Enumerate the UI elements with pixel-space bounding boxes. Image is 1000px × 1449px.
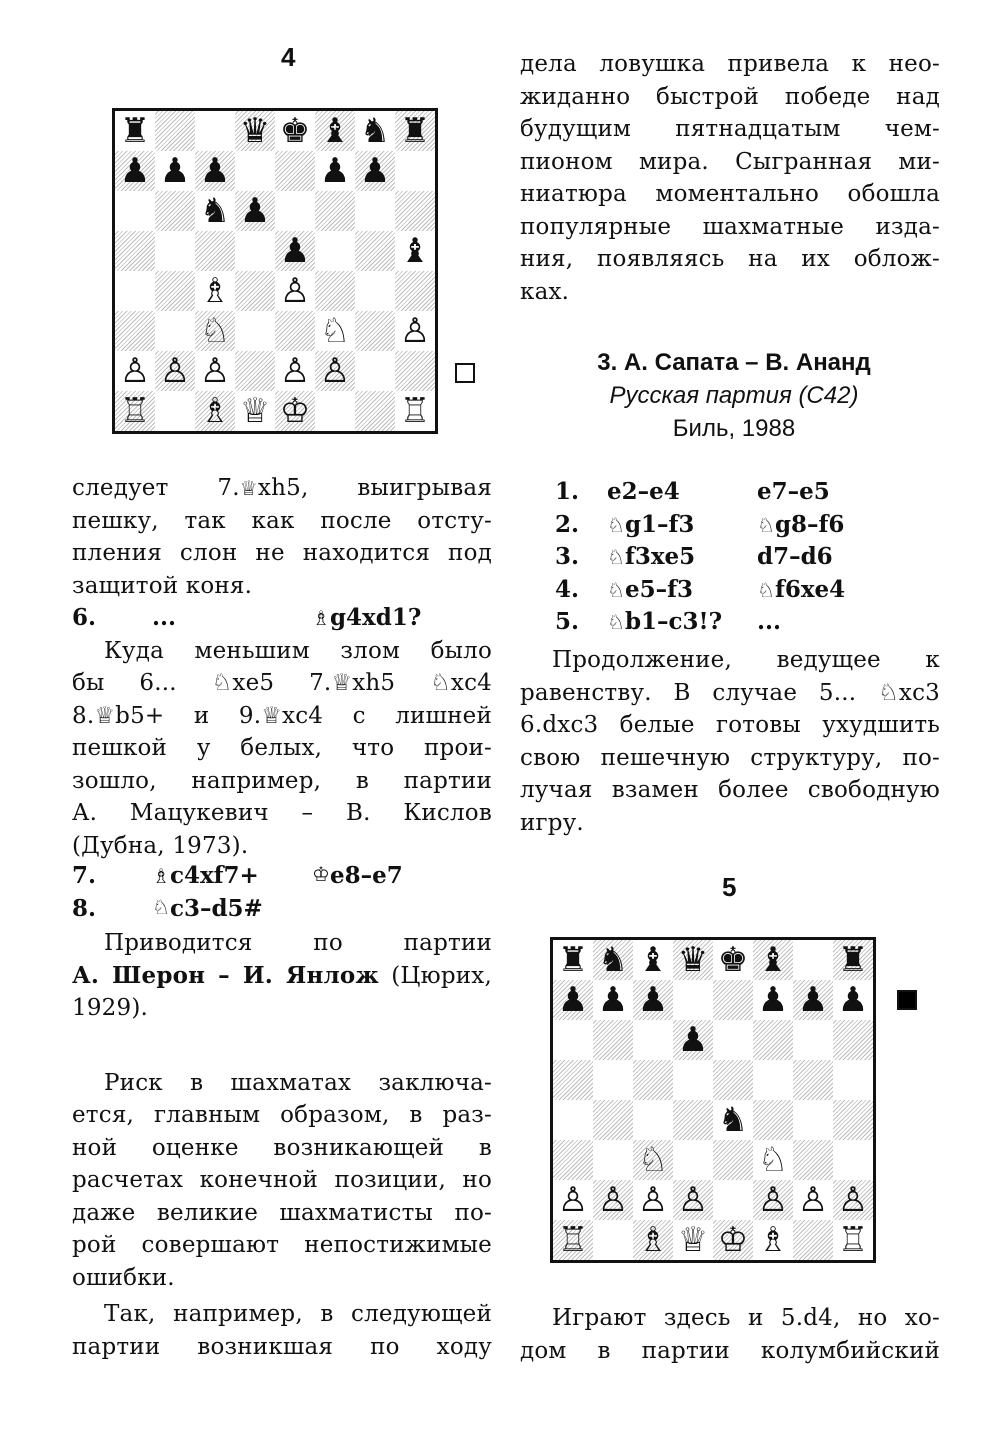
chess-piece-icon: ♙	[677, 1180, 709, 1220]
paragraph-after-diagram-4: следует 7.♕xh5, выигрывая	[72, 475, 492, 501]
square-c1	[195, 391, 235, 431]
chess-piece-icon: ♔	[717, 1220, 749, 1260]
square-d4	[235, 271, 275, 311]
square-g1	[793, 1220, 833, 1260]
chess-piece-icon: ♗	[199, 271, 231, 311]
chess-piece-icon: ♝	[637, 940, 669, 980]
square-e2	[275, 351, 315, 391]
square-a7	[553, 980, 593, 1020]
right-column-commentary: Продолжение, ведущее к равенству. В случае 5... ♘xc3 6.dxc3 белые готовы ухудшить свою пешечную структуру, по- лучая взамен более свободную игру.	[520, 647, 940, 836]
chess-piece-icon: ♖	[399, 391, 431, 431]
square-c7	[195, 151, 235, 191]
square-g7	[793, 980, 833, 1020]
chess-piece-icon: ♟	[359, 151, 391, 191]
chess-piece-icon: ♙	[399, 311, 431, 351]
chess-piece-icon: ♕	[239, 391, 271, 431]
square-h4	[395, 271, 435, 311]
chess-piece-icon: ♟	[797, 980, 829, 1020]
chess-piece-icon: ♟	[279, 231, 311, 271]
chess-piece-icon: ♟	[239, 191, 271, 231]
square-c6	[633, 1020, 673, 1060]
square-c7	[633, 980, 673, 1020]
diagram-4-number: 4	[281, 42, 296, 72]
square-e3	[713, 1140, 753, 1180]
square-h2	[833, 1180, 873, 1220]
square-b4	[593, 1100, 633, 1140]
square-f2	[315, 351, 355, 391]
square-a1	[553, 1220, 593, 1260]
square-b1	[593, 1220, 633, 1260]
chess-piece-icon: ♙	[119, 351, 151, 391]
square-g7	[355, 151, 395, 191]
square-f6	[315, 191, 355, 231]
square-b8	[155, 111, 195, 151]
chess-piece-icon: ♚	[279, 111, 311, 151]
square-h7	[395, 151, 435, 191]
move-8: 8. ♘ c3–d5#	[72, 894, 263, 922]
square-b8	[593, 940, 633, 980]
move-list	[555, 476, 845, 639]
square-b1	[155, 391, 195, 431]
square-g6	[793, 1020, 833, 1060]
chess-piece-icon: ♗	[199, 391, 231, 431]
square-d1	[235, 391, 275, 431]
square-g4	[793, 1100, 833, 1140]
chess-piece-icon: ♜	[837, 940, 869, 980]
square-e2	[713, 1180, 753, 1220]
chess-piece-icon: ♜	[399, 111, 431, 151]
chess-piece-icon: ♞	[597, 940, 629, 980]
chess-piece-icon: ♟	[119, 151, 151, 191]
move-7: 7. ♗c4xf7+ ♔ e8–e7	[72, 862, 403, 889]
chess-piece-icon: ♙	[199, 351, 231, 391]
square-f1	[315, 391, 355, 431]
square-b6	[155, 191, 195, 231]
square-d5	[235, 231, 275, 271]
chess-piece-icon: ♝	[399, 231, 431, 271]
chess-piece-icon: ♗	[757, 1220, 789, 1260]
square-b2	[593, 1180, 633, 1220]
square-c4	[195, 271, 235, 311]
chess-piece-icon: ♟	[757, 980, 789, 1020]
square-b4	[155, 271, 195, 311]
square-f1	[753, 1220, 793, 1260]
square-c8	[633, 940, 673, 980]
chess-piece-icon: ♖	[119, 391, 151, 431]
square-e6	[275, 191, 315, 231]
chess-piece-icon: ♙	[837, 1180, 869, 1220]
chess-piece-icon: ♛	[239, 111, 271, 151]
square-d2	[673, 1180, 713, 1220]
left-column: следует 7.♕xh5, выигрывая пешку, так как после отсту- пления слон не находится под защитой коня. 6. ... ♗ g4xd1? Куда меньшим злом было бы 6... ♘xe5 7.♕xh5 ♘xc4 8.♕b5+ и 9.♕xc4 с лишней пешкой у белых, что прои- зошло, например, в партии А. Мацукевич – В. Кислов (Дубна, 1973). 7. ♗c4xf7+ ♔ e8–e7 8. ♘ c3–d5# Приводится по партии А. Шерон – И. Янлож (Цюрих, 1929). Риск в шахматах заключа- ется, главным образом, в раз- ной оценке возникающей в расчетах конечной позиции, но даже великие шахматисты по- рой совершают непостижимые ошибки. Так, например, в следующей партии возникшая по ходу	[72, 472, 492, 1363]
square-f8	[315, 111, 355, 151]
square-b2	[155, 351, 195, 391]
square-a4	[553, 1100, 593, 1140]
chess-piece-icon: ♟	[837, 980, 869, 1020]
chess-piece-icon: ♘	[757, 1140, 789, 1180]
square-g6	[355, 191, 395, 231]
square-c4	[633, 1100, 673, 1140]
square-e1	[713, 1220, 753, 1260]
square-d3	[673, 1140, 713, 1180]
square-h5	[395, 231, 435, 271]
game-heading	[524, 346, 944, 445]
square-c6	[195, 191, 235, 231]
chess-piece-icon: ♟	[677, 1020, 709, 1060]
chess-piece-icon: ♝	[319, 111, 351, 151]
square-g3	[793, 1140, 833, 1180]
square-e8	[275, 111, 315, 151]
square-f4	[753, 1100, 793, 1140]
chess-piece-icon: ♚	[717, 940, 749, 980]
chess-piece-icon: ♕	[677, 1220, 709, 1260]
game-players: 3. А. Сапата – В. Ананд	[597, 349, 871, 376]
square-g8	[355, 111, 395, 151]
square-e7	[275, 151, 315, 191]
chess-piece-icon: ♟	[557, 980, 589, 1020]
square-h6	[833, 1020, 873, 1060]
square-g5	[355, 231, 395, 271]
chess-piece-icon: ♙	[637, 1180, 669, 1220]
right-column-bottom: Играют здесь и 5.d4, но хо- дом в партии колумбийский	[520, 1305, 940, 1364]
square-d3	[235, 311, 275, 351]
chess-piece-icon: ♜	[557, 940, 589, 980]
square-e4	[275, 271, 315, 311]
chess-diagram-5	[550, 937, 876, 1263]
square-h8	[395, 111, 435, 151]
chess-piece-icon: ♘	[637, 1140, 669, 1180]
chess-piece-icon: ♙	[597, 1180, 629, 1220]
square-c5	[195, 231, 235, 271]
square-d4	[673, 1100, 713, 1140]
square-d5	[673, 1060, 713, 1100]
square-h1	[833, 1220, 873, 1260]
square-f2	[753, 1180, 793, 1220]
square-a3	[115, 311, 155, 351]
move-row: 3. ♘f3xe5 d7–d6	[555, 543, 833, 570]
game-place: Биль, 1988	[672, 415, 796, 442]
square-d6	[673, 1020, 713, 1060]
square-b7	[593, 980, 633, 1020]
square-g8	[793, 940, 833, 980]
square-a8	[553, 940, 593, 980]
square-c2	[195, 351, 235, 391]
chess-piece-icon: ♙	[279, 271, 311, 311]
square-a5	[115, 231, 155, 271]
square-e4	[713, 1100, 753, 1140]
square-g1	[355, 391, 395, 431]
square-f5	[753, 1060, 793, 1100]
square-e6	[713, 1020, 753, 1060]
square-h3	[833, 1140, 873, 1180]
game-opening: Русская партия (С42)	[609, 382, 859, 409]
square-f3	[315, 311, 355, 351]
move-row: 5. ♘b1–c3!? ...	[555, 608, 782, 635]
square-e5	[275, 231, 315, 271]
move-row: 2. ♘g1–f3 ♘g8–f6	[555, 510, 845, 538]
square-g2	[355, 351, 395, 391]
square-c1	[633, 1220, 673, 1260]
square-f3	[753, 1140, 793, 1180]
move-6: 6. ... ♗ g4xd1?	[72, 604, 422, 631]
chess-piece-icon: ♟	[159, 151, 191, 191]
square-a3	[553, 1140, 593, 1180]
square-d1	[673, 1220, 713, 1260]
square-h8	[833, 940, 873, 980]
chess-piece-icon: ♙	[557, 1180, 589, 1220]
right-column-top: дела ловушка привела к нео- жиданно быстрой победе над будущим пятнадцатым чем- пионом мира. Сыгранная ми- ниатюра моментально обошла популярные шахматные изда- ния, появляясь на их облож- ках.	[520, 51, 940, 305]
square-g5	[793, 1060, 833, 1100]
chess-piece-icon: ♖	[837, 1220, 869, 1260]
chess-piece-icon: ♟	[597, 980, 629, 1020]
square-f7	[753, 980, 793, 1020]
chess-piece-icon: ♘	[319, 311, 351, 351]
chess-piece-icon: ♟	[319, 151, 351, 191]
square-a8	[115, 111, 155, 151]
square-h3	[395, 311, 435, 351]
chess-piece-icon: ♙	[797, 1180, 829, 1220]
square-f6	[753, 1020, 793, 1060]
square-a6	[115, 191, 155, 231]
square-a7	[115, 151, 155, 191]
chess-piece-icon: ♞	[199, 191, 231, 231]
chess-piece-icon: ♜	[119, 111, 151, 151]
chess-piece-icon: ♝	[757, 940, 789, 980]
square-a2	[553, 1180, 593, 1220]
square-d8	[673, 940, 713, 980]
square-h1	[395, 391, 435, 431]
square-b5	[155, 231, 195, 271]
chess-piece-icon: ♔	[279, 391, 311, 431]
chess-piece-icon: ♟	[637, 980, 669, 1020]
chess-piece-icon: ♞	[717, 1100, 749, 1140]
square-h7	[833, 980, 873, 1020]
diagram-5-number: 5	[722, 872, 737, 902]
chess-piece-icon: ♗	[637, 1220, 669, 1260]
square-a6	[553, 1020, 593, 1060]
square-e5	[713, 1060, 753, 1100]
square-e3	[275, 311, 315, 351]
move-row: 1. e2–e4 e7–e5	[555, 478, 830, 505]
square-h5	[833, 1060, 873, 1100]
square-g2	[793, 1180, 833, 1220]
chess-piece-icon: ♙	[279, 351, 311, 391]
chess-piece-icon: ♙	[319, 351, 351, 391]
square-b3	[593, 1140, 633, 1180]
square-a5	[553, 1060, 593, 1100]
square-b3	[155, 311, 195, 351]
chess-piece-icon: ♞	[359, 111, 391, 151]
black-to-move-indicator	[897, 990, 917, 1010]
square-b5	[593, 1060, 633, 1100]
square-c5	[633, 1060, 673, 1100]
square-f7	[315, 151, 355, 191]
move-row: 4. ♘e5–f3 ♘f6xe4	[555, 575, 846, 603]
square-a4	[115, 271, 155, 311]
square-b7	[155, 151, 195, 191]
square-d2	[235, 351, 275, 391]
square-d8	[235, 111, 275, 151]
chess-piece-icon: ♘	[199, 311, 231, 351]
square-e8	[713, 940, 753, 980]
square-h4	[833, 1100, 873, 1140]
chess-piece-icon: ♖	[557, 1220, 589, 1260]
square-e1	[275, 391, 315, 431]
square-a1	[115, 391, 155, 431]
square-b6	[593, 1020, 633, 1060]
square-g3	[355, 311, 395, 351]
square-a2	[115, 351, 155, 391]
chess-diagram-4	[112, 108, 438, 434]
chess-piece-icon: ♛	[677, 940, 709, 980]
chess-piece-icon: ♙	[757, 1180, 789, 1220]
square-c3	[195, 311, 235, 351]
square-h6	[395, 191, 435, 231]
square-d6	[235, 191, 275, 231]
square-g4	[355, 271, 395, 311]
square-c2	[633, 1180, 673, 1220]
square-h2	[395, 351, 435, 391]
square-f5	[315, 231, 355, 271]
square-f8	[753, 940, 793, 980]
square-d7	[673, 980, 713, 1020]
square-c3	[633, 1140, 673, 1180]
square-e7	[713, 980, 753, 1020]
white-to-move-indicator	[455, 363, 475, 383]
square-d7	[235, 151, 275, 191]
square-c8	[195, 111, 235, 151]
chess-piece-icon: ♟	[199, 151, 231, 191]
square-f4	[315, 271, 355, 311]
chess-piece-icon: ♙	[159, 351, 191, 391]
